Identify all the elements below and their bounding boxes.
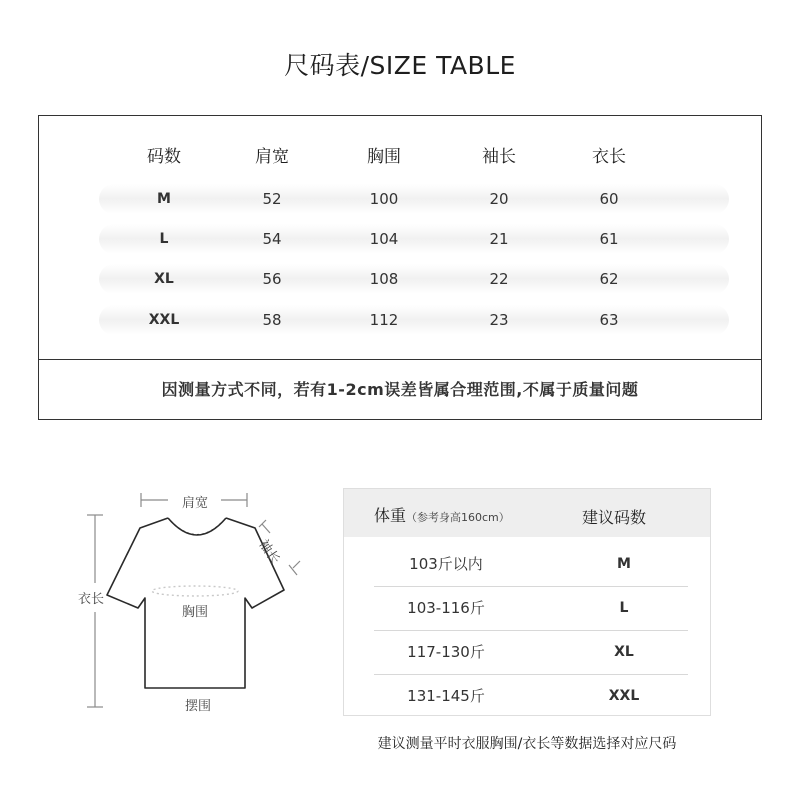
length-cell: 62 [599, 270, 619, 288]
column-header: 胸围 [367, 147, 401, 167]
column-header: 衣长 [592, 147, 626, 167]
sleeve-cell: 23 [489, 311, 509, 329]
length-cell: 63 [599, 311, 619, 329]
weight-header [374, 503, 510, 526]
shoulder-cell: 52 [262, 190, 282, 208]
column-header: 肩宽 [255, 147, 289, 167]
weight-cell: 117-130斤 [407, 643, 485, 661]
size-header: 建议码数 [582, 508, 647, 527]
length-cell: 61 [599, 230, 619, 248]
weight-cell: 103-116斤 [407, 599, 485, 617]
recommendation-header [344, 489, 710, 537]
weight-cell: 103斤以内 [409, 555, 483, 573]
length-cell: 60 [599, 190, 619, 208]
shoulder-cell: 58 [262, 311, 282, 329]
size-cell: XL [614, 644, 634, 660]
table-row [374, 674, 688, 718]
measurement-advice: 建议测量平时衣服胸围/衣长等数据选择对应尺码 [377, 736, 677, 752]
sleeve-cell: 21 [489, 230, 509, 248]
size-cell: XXL [608, 688, 640, 704]
size-cell: L [619, 600, 629, 616]
size-cell: XXL [148, 312, 180, 328]
weight-header-label: 体重 [374, 506, 407, 525]
chest-cell: 108 [369, 270, 399, 288]
shoulder-label: 肩宽 [182, 496, 209, 511]
size-cell: L [159, 231, 169, 247]
chest-cell: 104 [369, 230, 399, 248]
hem-label: 摆围 [185, 699, 212, 714]
size-table [38, 115, 762, 420]
size-cell: XL [154, 271, 174, 287]
chest-cell: 112 [369, 311, 399, 329]
size-recommendation-table [343, 488, 711, 716]
column-header: 袖长 [482, 147, 516, 167]
chest-label: 胸围 [182, 605, 209, 620]
measurement-note: 因测量方式不同，若有1-2cm误差皆属合理范围,不属于质量问题 [161, 380, 639, 399]
sleeve-cell: 20 [489, 190, 509, 208]
table-row [374, 586, 688, 631]
table-row [99, 224, 729, 254]
weight-cell: 131-145斤 [407, 687, 485, 705]
column-header: 码数 [147, 147, 181, 167]
weight-header-note: （参考身高160cm） [406, 511, 510, 524]
sleeve-cell: 22 [489, 270, 509, 288]
measurement-diagram [70, 480, 320, 730]
length-label: 衣长 [78, 592, 105, 607]
table-row [99, 264, 729, 294]
table-row [99, 184, 729, 214]
size-table-header [99, 142, 729, 172]
table-divider [39, 359, 761, 360]
page-title: 尺码表/SIZE TABLE [284, 51, 516, 80]
table-row [374, 630, 688, 675]
size-cell: M [617, 556, 631, 572]
shoulder-cell: 54 [262, 230, 282, 248]
table-row [99, 305, 729, 335]
sleeve-label: 袖长 [255, 537, 283, 568]
size-cell: M [157, 191, 171, 207]
shoulder-cell: 56 [262, 270, 282, 288]
table-row [374, 542, 688, 587]
chest-cell: 100 [369, 190, 399, 208]
